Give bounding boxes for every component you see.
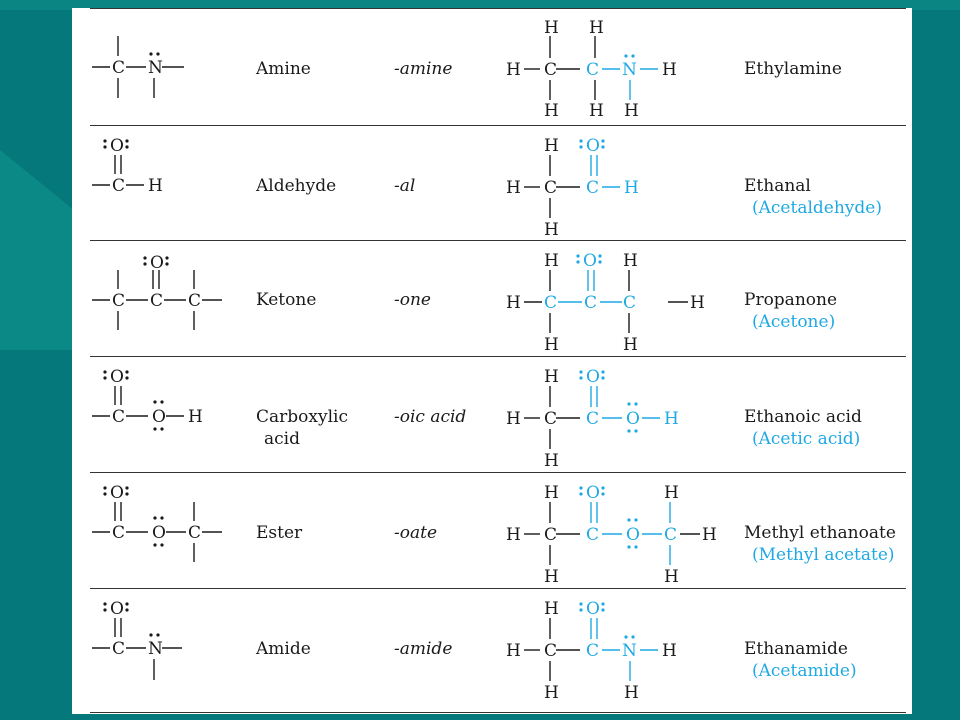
general-structure	[72, 356, 272, 472]
class-name: Amine	[256, 59, 311, 79]
example-structure	[502, 356, 732, 472]
general-structure	[72, 472, 272, 588]
atom-label: H	[623, 251, 638, 271]
atom-label: C	[112, 291, 126, 311]
atom-label: H	[148, 176, 163, 196]
functional-groups-table	[72, 8, 912, 714]
common-name: (Acetic acid)	[752, 429, 861, 449]
atom-label: H	[664, 483, 679, 503]
atom-label: N	[622, 60, 637, 80]
atom-label: C	[188, 291, 202, 311]
common-name: (Methyl acetate)	[752, 545, 895, 565]
atom-label: H	[662, 60, 677, 80]
atom-label: O	[586, 599, 600, 619]
atom-label: H	[664, 567, 679, 587]
atom-label: C	[664, 525, 678, 545]
atom-label: O	[583, 251, 597, 271]
atom-label: H	[544, 599, 559, 619]
atom-label: H	[544, 220, 559, 240]
atom-label: C	[544, 525, 558, 545]
atom-label: H	[544, 251, 559, 271]
atom-label: H	[506, 293, 521, 313]
atom-label: H	[544, 335, 559, 355]
example-structure	[502, 588, 732, 712]
atom-label: H	[662, 641, 677, 661]
atom-label: H	[544, 18, 559, 38]
suffix: -amide	[394, 639, 453, 659]
atom-label: O	[110, 136, 124, 156]
common-name: (Acetamide)	[752, 661, 857, 681]
atom-label: O	[152, 407, 166, 427]
atom-label: C	[544, 409, 558, 429]
atom-label: O	[110, 483, 124, 503]
atom-label: C	[586, 641, 600, 661]
atom-label: H	[188, 407, 203, 427]
atom-label: H	[544, 683, 559, 703]
atom-label: H	[544, 451, 559, 471]
atom-label: C	[112, 523, 126, 543]
atom-label: C	[586, 525, 600, 545]
suffix: -one	[394, 290, 431, 310]
class-name: Aldehyde	[256, 176, 337, 196]
atom-label: C	[623, 293, 637, 313]
atom-label: C	[586, 60, 600, 80]
atom-label: N	[622, 641, 637, 661]
class-name: Amide	[256, 639, 311, 659]
atom-label: H	[544, 367, 559, 387]
common-name: (Acetone)	[752, 312, 836, 332]
atom-label: H	[690, 293, 705, 313]
atom-label: H	[624, 101, 639, 121]
compound-name: Methyl ethanoate (Methyl acetate)	[744, 523, 896, 565]
compound-name: Propanone (Acetone)	[744, 290, 838, 332]
atom-label: O	[586, 483, 600, 503]
atom-label: H	[702, 525, 717, 545]
general-structure	[72, 8, 272, 125]
atom-label: N	[148, 58, 163, 78]
example-structure	[502, 472, 742, 588]
atom-label: H	[506, 178, 521, 198]
general-structure	[72, 240, 272, 356]
atom-label: O	[586, 367, 600, 387]
atom-label: C	[584, 293, 598, 313]
atom-label: O	[110, 599, 124, 619]
atom-label: C	[112, 407, 126, 427]
class-name: Ketone	[256, 290, 317, 310]
atom-label: H	[506, 60, 521, 80]
compound-name: Ethanamide (Acetamide)	[744, 639, 857, 681]
atom-label: H	[506, 641, 521, 661]
atom-label: O	[110, 367, 124, 387]
atom-label: C	[188, 523, 202, 543]
atom-label: H	[624, 178, 639, 198]
atom-label: H	[544, 101, 559, 121]
atom-label: O	[152, 523, 166, 543]
compound-name: Ethanal (Acetaldehyde)	[744, 176, 882, 218]
compound-name: Ethanoic acid (Acetic acid)	[744, 407, 862, 449]
atom-label: C	[544, 178, 558, 198]
atom-label: C	[544, 293, 558, 313]
atom-label: O	[626, 525, 640, 545]
suffix: -al	[394, 176, 416, 196]
atom-label: C	[586, 409, 600, 429]
common-name: (Acetaldehyde)	[752, 198, 882, 218]
row-divider	[90, 712, 906, 713]
general-structure	[72, 125, 272, 240]
general-structure	[72, 588, 272, 712]
example-structure	[502, 125, 732, 240]
atom-label: H	[624, 683, 639, 703]
atom-label: H	[664, 409, 679, 429]
atom-label: C	[112, 58, 126, 78]
atom-label: H	[544, 483, 559, 503]
atom-label: C	[112, 639, 126, 659]
atom-label: C	[544, 641, 558, 661]
atom-label: O	[150, 253, 164, 273]
atom-label: C	[112, 176, 126, 196]
background-shape	[0, 150, 74, 350]
atom-label: N	[148, 639, 163, 659]
atom-label: H	[506, 409, 521, 429]
atom-label: O	[586, 136, 600, 156]
atom-label: C	[544, 60, 558, 80]
atom-label: C	[586, 178, 600, 198]
atom-label: H	[589, 18, 604, 38]
atom-label: C	[150, 291, 164, 311]
suffix: -oic acid	[394, 407, 467, 427]
compound-name: Ethylamine	[744, 59, 842, 79]
example-structure	[502, 240, 732, 356]
atom-label: O	[626, 409, 640, 429]
atom-label: H	[506, 525, 521, 545]
class-name: Ester	[256, 523, 303, 543]
example-structure	[502, 8, 732, 125]
atom-labels	[112, 52, 163, 78]
suffix: -amine	[394, 59, 453, 79]
atom-label: H	[589, 101, 604, 121]
atom-label: H	[544, 136, 559, 156]
atom-label: H	[544, 567, 559, 587]
class-name: Carboxylic acid	[256, 407, 348, 449]
suffix: -oate	[394, 523, 438, 543]
atom-label: H	[623, 335, 638, 355]
